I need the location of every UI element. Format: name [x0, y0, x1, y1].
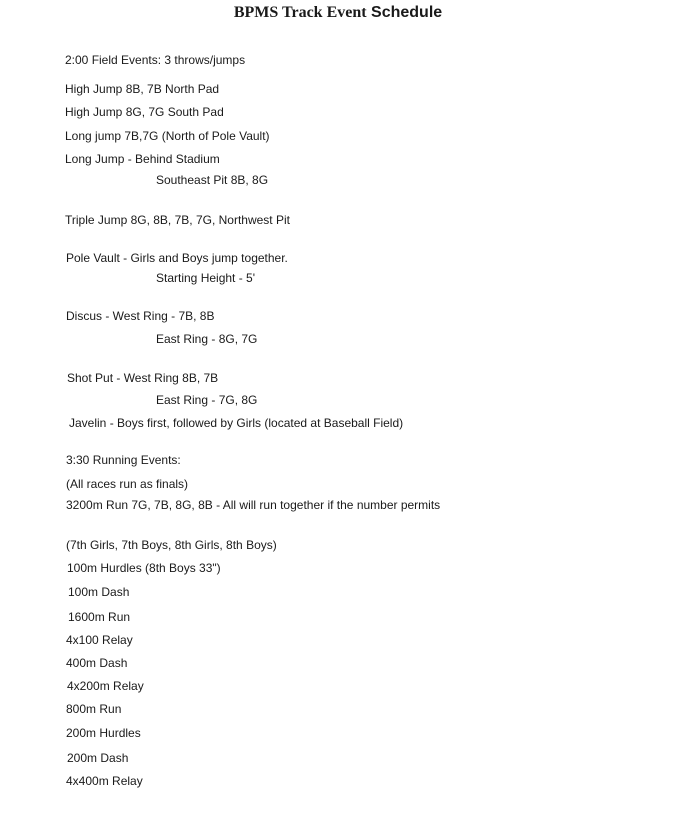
long-jump-southeast: Southeast Pit 8B, 8G: [156, 173, 269, 187]
run-800: 800m Run: [66, 702, 122, 716]
long-jump-7: Long jump 7B,7G (North of Pole Vault): [65, 129, 270, 143]
high-jump-boys: High Jump 8B, 7B North Pad: [65, 82, 220, 96]
finals-note: (All races run as finals): [66, 477, 189, 491]
shot-put-west: Shot Put - West Ring 8B, 7B: [67, 371, 219, 385]
field-events-header: 2:00 Field Events: 3 throws/jumps: [65, 53, 246, 67]
relay-4x200: 4x200m Relay: [67, 679, 144, 693]
title-main: BPMS Track Event: [233, 4, 367, 21]
title-schedule: Schedule: [371, 4, 443, 21]
run-3200: 3200m Run 7G, 7B, 8G, 8B - All will run together if the number permits: [66, 498, 441, 512]
discus-west: Discus - West Ring - 7B, 8B: [66, 309, 215, 323]
relay-4x100: 4x100 Relay: [66, 633, 133, 647]
race-order-note: (7th Girls, 7th Boys, 8th Girls, 8th Boys): [66, 538, 277, 552]
long-jump-stadium: Long Jump - Behind Stadium: [65, 152, 220, 166]
pole-vault: Pole Vault - Girls and Boys jump together.: [66, 251, 288, 265]
triple-jump: Triple Jump 8G, 8B, 7B, 7G, Northwest Pit: [65, 213, 290, 227]
discus-east: East Ring - 8G, 7G: [156, 332, 258, 346]
shot-put-east: East Ring - 7G, 8G: [156, 393, 258, 407]
javelin: Javelin - Boys first, followed by Girls (located at Baseball Field): [69, 416, 404, 430]
relay-4x400: 4x400m Relay: [66, 774, 143, 788]
high-jump-girls: High Jump 8G, 7G South Pad: [65, 105, 224, 119]
dash-200: 200m Dash: [67, 751, 129, 765]
dash-100: 100m Dash: [68, 585, 130, 599]
page-title: [0, 4, 676, 22]
run-1600: 1600m Run: [68, 610, 131, 624]
hurdles-200: 200m Hurdles: [66, 726, 141, 740]
pole-vault-height: Starting Height - 5': [156, 271, 256, 285]
dash-400: 400m Dash: [66, 656, 128, 670]
hurdles-100: 100m Hurdles (8th Boys 33"): [67, 561, 221, 575]
running-events-header: 3:30 Running Events:: [66, 453, 181, 467]
